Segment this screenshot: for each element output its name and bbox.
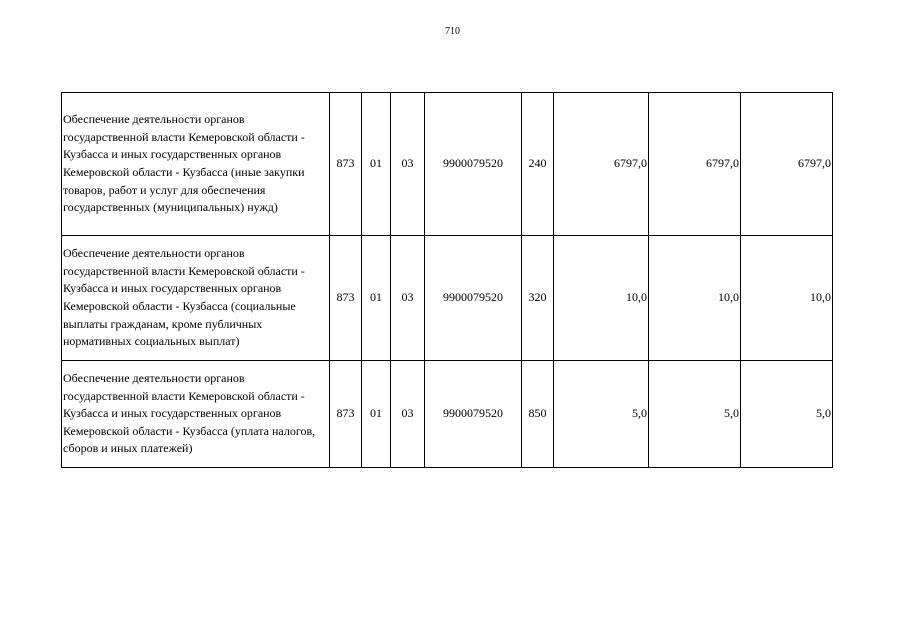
page-number: 710 xyxy=(445,26,460,37)
row-description: Обеспечение деятельности органов государственной власти Кемеровской области - Кузбасса и иных государственных органов Кемеровской области - Кузбасса (социальные выплаты гражданам, кроме публичных нормативных социальных выплат) xyxy=(62,236,330,361)
amount-3: 5,0 xyxy=(741,361,833,468)
subsection-code: 03 xyxy=(391,361,425,468)
expense-type-code: 850 xyxy=(522,361,554,468)
amount-2: 10,0 xyxy=(649,236,741,361)
budget-table xyxy=(61,92,833,468)
subsection-code: 03 xyxy=(391,93,425,236)
amount-1: 10,0 xyxy=(554,236,649,361)
table-row xyxy=(62,361,833,468)
subsection-code: 03 xyxy=(391,236,425,361)
section-code: 01 xyxy=(362,361,391,468)
amount-1: 5,0 xyxy=(554,361,649,468)
ministry-code: 873 xyxy=(330,236,362,361)
amount-1: 6797,0 xyxy=(554,93,649,236)
row-description: Обеспечение деятельности органов государственной власти Кемеровской области - Кузбасса и иных государственных органов Кемеровской области - Кузбасса (иные закупки товаров, работ и услуг для обеспечения государственных (муниципальных) нужд) xyxy=(62,93,330,236)
amount-3: 6797,0 xyxy=(741,93,833,236)
table-row xyxy=(62,93,833,236)
amount-2: 5,0 xyxy=(649,361,741,468)
table-row xyxy=(62,236,833,361)
section-code: 01 xyxy=(362,236,391,361)
target-article-code: 9900079520 xyxy=(425,93,522,236)
amount-3: 10,0 xyxy=(741,236,833,361)
amount-2: 6797,0 xyxy=(649,93,741,236)
expense-type-code: 320 xyxy=(522,236,554,361)
ministry-code: 873 xyxy=(330,361,362,468)
row-description: Обеспечение деятельности органов государственной власти Кемеровской области - Кузбасса и иных государственных органов Кемеровской области - Кузбасса (уплата налогов, сборов и иных платежей) xyxy=(62,361,330,468)
target-article-code: 9900079520 xyxy=(425,361,522,468)
expense-type-code: 240 xyxy=(522,93,554,236)
target-article-code: 9900079520 xyxy=(425,236,522,361)
section-code: 01 xyxy=(362,93,391,236)
ministry-code: 873 xyxy=(330,93,362,236)
